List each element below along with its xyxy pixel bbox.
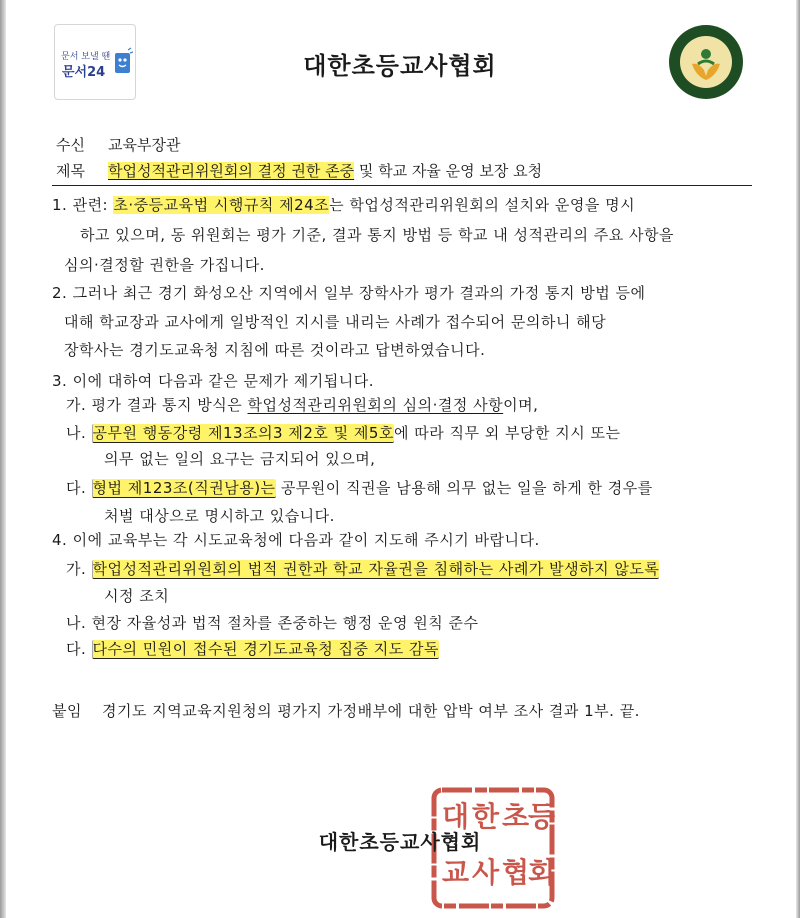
attachment-label: 붙임: [52, 702, 82, 720]
attachment-row: [52, 700, 640, 721]
p4-da-prefix: 다.: [66, 640, 92, 658]
paragraph-1-line-3: 심의·결정할 권한을 가집니다.: [64, 256, 265, 274]
paragraph-3-item-da-line-2: 처벌 대상으로 명시하고 있습니다.: [104, 507, 335, 525]
logo-wordmark: 문서24: [62, 65, 106, 80]
recipient-label: 수신: [56, 136, 85, 154]
paragraph-3-item-na-line-2: 의무 없는 일의 요구는 금지되어 있으며,: [104, 450, 376, 468]
paragraph-4-item-na: 나. 현장 자율성과 법적 절차를 존중하는 행정 운영 원칙 준수: [66, 614, 479, 632]
p3-ga-prefix: 가. 평가 결과 통지 방식은: [66, 396, 248, 414]
svg-text:대한초등교사협회: 대 한 초등 교 사 협회: [442, 800, 556, 889]
paragraph-3-item-da: [66, 476, 653, 500]
p3-na-highlight: 공무원 행동강령 제13조의3 제2호 및 제5호: [92, 424, 394, 442]
p3-da-prefix: 다.: [66, 479, 92, 497]
subject-label: 제목: [56, 162, 85, 180]
p1-prefix: 1. 관련:: [52, 196, 114, 214]
paragraph-4-item-ga: [66, 557, 659, 581]
paragraph-4-item-da: [66, 637, 439, 661]
p4-da-highlight: 다수의 민원이 접수된 경기도교육청 집중 지도 감독: [92, 640, 439, 658]
subject-highlight: 학업성적관리위원회의 결정 권한 존중: [108, 162, 355, 180]
p1-suffix: 는 학업성적관리위원회의 설치와 운영을 명시: [329, 196, 636, 214]
paragraph-2-line-3: 장학사는 경기도교육청 지침에 따른 것이라고 답변하였습니다.: [64, 341, 486, 359]
document-title: 대한초등교사협회: [303, 52, 497, 80]
paragraph-3-item-na: [66, 421, 620, 445]
p3-ga-suffix: 이며,: [503, 396, 539, 414]
signature-org-name: 대한초등교사협회: [318, 830, 482, 854]
page-edge-right: [796, 0, 800, 918]
subject-rest: 및 학교 자율 운영 보장 요청: [354, 162, 543, 180]
p3-na-prefix: 나.: [66, 424, 92, 442]
p3-na-suffix: 에 따라 직무 외 부당한 지시 또는: [393, 424, 621, 442]
association-emblem-icon: [668, 24, 744, 100]
recipient-value: 교육부장관: [108, 136, 181, 154]
paragraph-3-line-1: 3. 이에 대하여 다음과 같은 문제가 제기됩니다.: [52, 372, 375, 390]
p3-ga-underline: 학업성적관리위원회의 심의·결정 사항: [247, 396, 504, 414]
p4-ga-highlight: 학업성적관리위원회의 법적 권한과 학교 자율권을 침해하는 사례가 발생하지 않도록: [92, 560, 660, 578]
paragraph-2-line-2: 대해 학교장과 교사에게 일방적인 지시를 내리는 사례가 접수되어 문의하니 해당: [64, 313, 607, 331]
attachment-text: 경기도 지역교육지원청의 평가지 가정배부에 대한 압박 여부 조사 결과 1부. 끝.: [102, 702, 640, 720]
subject-row: [56, 160, 542, 181]
recipient-row: [56, 134, 180, 155]
header-divider: [52, 185, 752, 186]
paragraph-3-item-ga: [66, 393, 538, 417]
paragraph-4-line-1: 4. 이에 교육부는 각 시도교육청에 다음과 같이 지도해 주시기 바랍니다.: [52, 531, 540, 549]
logo-tagline: 문서 보낼 땐: [61, 52, 111, 62]
paragraph-2-line-1: 2. 그러나 최근 경기 화성오산 지역에서 일부 장학사가 평가 결과의 가정 통지 방법 등에: [52, 284, 646, 302]
p1-highlight: 초·중등교육법 시행규칙 제24조: [113, 196, 330, 214]
p3-da-suffix: 공무원이 직권을 남용해 의무 없는 일을 하게 한 경우를: [275, 479, 653, 497]
paragraph-4-item-ga-line-2: 시정 조치: [104, 587, 170, 605]
paragraph-1-line-1: [52, 193, 635, 217]
p3-da-highlight: 형법 제123조(직권남용)는: [92, 479, 276, 497]
page-edge-left: [0, 0, 6, 918]
p4-ga-prefix: 가.: [66, 560, 92, 578]
paragraph-1-line-2: 하고 있으며, 동 위원회는 평가 기준, 결과 통지 방법 등 학교 내 성적관리의 주요 사항을: [80, 226, 674, 244]
